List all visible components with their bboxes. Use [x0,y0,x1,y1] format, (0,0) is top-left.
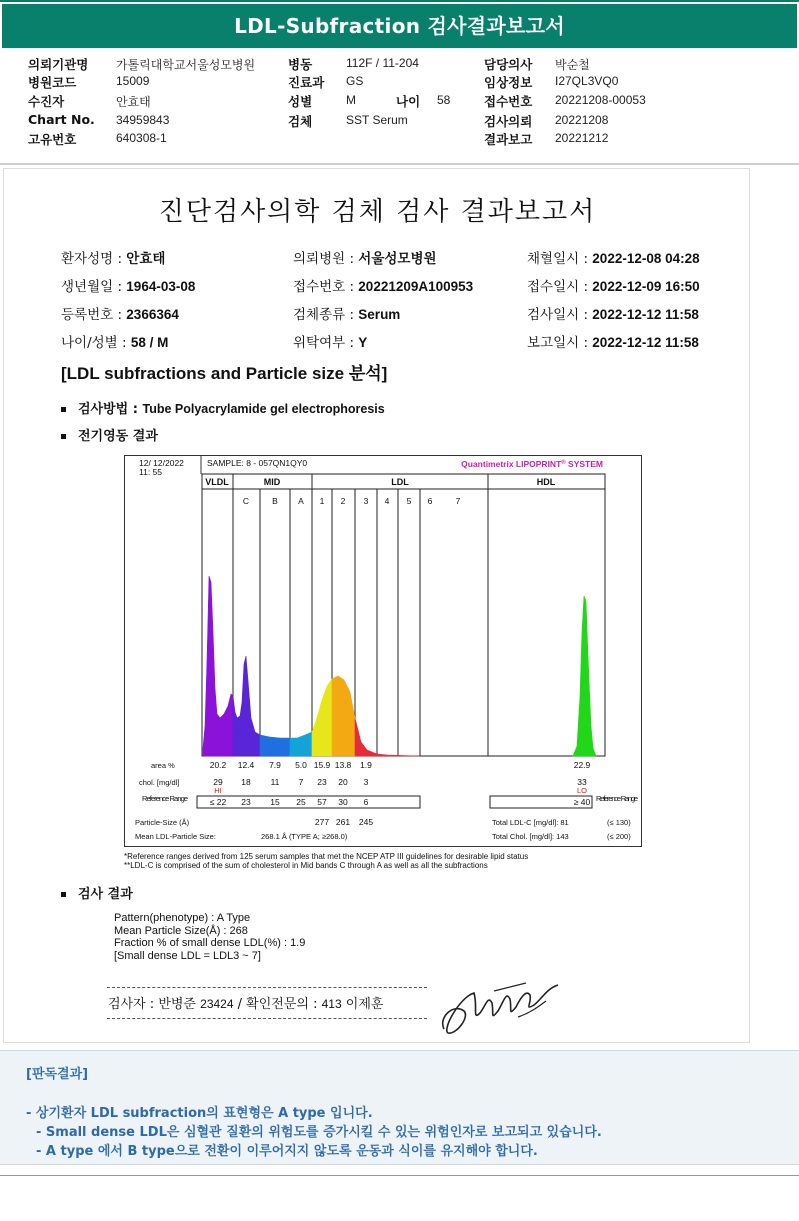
hi-flag: HI [214,786,222,795]
patient-field [293,331,367,351]
total-chol-ref: (≤ 200) [607,832,631,841]
subband-label: 4 [384,496,390,506]
mid-c-peak [233,656,260,756]
result-pattern: Pattern(phenotype) : A Type [114,912,251,924]
chol-value: 18 [241,777,251,787]
ref-value: 23 [241,797,251,807]
info-value: 안효태 [116,95,151,109]
particle-size-value: 261 [335,817,351,827]
area-value: 5.0 [295,760,307,770]
info-value: 20221208-00053 [555,93,646,107]
chart-time: 11: 55 [139,467,163,477]
chol-value: 20 [338,777,348,787]
bullet-icon [61,407,66,412]
chol-value: 29 [213,777,223,787]
info-value: 15009 [116,74,150,88]
patient-field-value: 2366364 [126,307,179,322]
band-name: HDL [536,477,556,487]
opinion-title: [판독결과] [26,1067,89,1082]
patient-field-value: 1964-03-08 [126,279,196,294]
ref-box-ldl [197,796,420,808]
lo-flag: LO [576,786,588,795]
patient-field-value: 58 / M [130,335,169,350]
info-label: 임상정보 [484,75,533,90]
row-label-area: area % [151,761,175,770]
patient-field [293,303,400,323]
chart-date: 12/ 12/2022 [139,458,184,468]
request-info [0,52,799,152]
patient-field [527,331,699,351]
opinion-panel [0,1050,799,1165]
info-label: 검사의뢰 [484,114,533,129]
divider [0,163,799,165]
particle-size-value: 277 [314,817,330,827]
info-label: 검체 [288,114,313,129]
patient-field-label: 접수일시 : [527,279,593,295]
result-definition: [Small dense LDL = LDL3 ~ 7] [114,949,261,962]
brand-reg: ® [561,460,566,466]
band-name: MID [263,477,281,487]
subband-label: 1 [319,496,325,506]
info-value: 가톨릭대학교서울성모병원 [116,58,256,72]
confirm-label: / 확인전문의 : [237,997,318,1012]
info-value: 20221212 [555,131,609,145]
ldl3-peak [355,718,420,756]
report-header-title: LDL-Subfraction 검사결과보고서 [2,4,797,48]
chol-value: 33 [577,777,587,787]
info-label: 결과보고 [484,132,533,147]
vldl-peak [203,576,233,756]
area-value: 15.9 [313,760,331,770]
tester-line [108,993,383,1012]
patient-field-label: 보고일시 : [527,335,593,351]
chol-value: 7 [298,777,304,787]
sample-id: SAMPLE: 8 - 057QN1QY0 [207,458,308,468]
result-label: 검사 결과 [78,887,133,902]
lab-report [3,168,750,1043]
subband-label: 3 [363,496,369,506]
dashed-divider [107,1018,427,1019]
patient-field-value: 2022-12-09 16:50 [592,279,700,294]
info-value: 박순철 [555,58,590,72]
patient-field [527,247,700,267]
top-rule [0,0,799,2]
tester-id: 23424 [200,997,234,1011]
patient-field-label: 채혈일시 : [527,251,593,267]
brand-label [461,459,603,469]
subband-label: 6 [427,496,433,506]
info-label: 고유번호 [28,132,77,147]
reference-notes [124,852,528,870]
result-heading [61,883,133,902]
total-ldl-ref: (≤ 130) [607,818,631,827]
patient-field [61,275,195,295]
patient-field-value: 2022-12-12 11:58 [592,335,699,350]
result-small-dense: Fraction % of small dense LDL(%) : 1.9 [114,937,306,949]
info-label: 수진자 [28,94,65,109]
result-block [114,912,305,962]
ref-value: 25 [296,797,306,807]
ldl1-peak [312,679,332,756]
info-label: Chart No. [28,112,95,127]
info-value: 20221208 [555,113,609,127]
info-value: GS [346,74,364,88]
opinion-line-2: - Small dense LDL은 심혈관 질환의 위험도를 증가시킬 수 있는 위험인자로 보고되고 있습니다. [36,1125,602,1140]
section-title: [LDL subfractions and Particle size 분석] [61,364,388,383]
report-title: 진단검사의학 검체 검사 결과보고서 [158,197,597,227]
area-value: 22.9 [573,760,591,770]
patient-field-label: 접수번호 : [293,279,359,295]
ref-value: 57 [317,797,327,807]
subband-label: 2 [340,496,346,506]
bullet-icon [61,434,66,439]
dashed-divider [107,987,427,988]
method-line [61,398,385,417]
info-value: M [346,93,356,107]
patient-field [61,331,168,351]
hdl-peak [573,596,596,756]
patient-field-value: 20221209A100953 [358,279,474,294]
electro-label: 전기영동 결과 [78,429,158,444]
area-value: 12.4 [237,760,255,770]
lipoprint-chart [124,455,642,847]
plot-frame [202,474,605,756]
hdl-ref-label: Reference Range [596,794,638,803]
row-label-ref: Reference Range [142,794,188,803]
subband-label: 7 [455,496,461,506]
patient-field [61,247,165,267]
patient-field [527,275,700,295]
ref-value: ≤ 22 [209,797,227,807]
patient-field-value: 안효태 [126,251,166,266]
ref-value: 15 [270,797,280,807]
info-label: 병원코드 [28,75,77,90]
subband-label: B [272,496,278,506]
method-value: Tube Polyacrylamide gel electrophoresis [142,402,385,416]
info-label: 접수번호 [484,94,533,109]
subband-label: C [242,496,250,506]
note-2: **LDL-C is comprised of the sum of cholesterol in Mid bands C through A as well as all the subfractions [124,861,488,870]
info-value: SST Serum [346,113,408,127]
patient-field [61,303,179,323]
band-name: LDL [391,477,409,487]
confirm-id: 413 [321,997,342,1011]
info-value: 34959843 [116,113,170,127]
row-label-chol: chol. [mg/dl] [139,778,180,787]
patient-field-label: 검사일시 : [527,307,593,323]
chol-value: 23 [317,777,327,787]
chol-value: 11 [270,777,280,787]
age-value: 58 [437,93,451,107]
bullet-icon [61,892,66,897]
mid-a-peak [290,732,312,756]
patient-field-label: 검체종류 : [293,307,359,323]
info-value: I27QL3VQ0 [555,74,619,88]
particle-size-value: 245 [358,817,374,827]
patient-field-value: Serum [358,307,401,322]
total-ldl: Total LDL-C [mg/dl]: 81 [492,818,569,827]
result-mean-size: Mean Particle Size(Å) : 268 [114,924,248,937]
info-value: 112F / 11-204 [346,56,419,70]
brand-name: Quantimetrix LIPOPRINT [461,459,562,469]
ref-value: ≥ 40 [573,797,591,807]
info-value: 640308-1 [116,131,167,145]
patient-field-label: 생년월일 : [61,279,127,295]
area-value: 20.2 [209,760,227,770]
opinion-line-3: - A type 에서 B type으로 전환이 이루어지지 않도록 운동과 식이를 유지해야 합니다. [36,1144,538,1159]
row-label-mean: Mean LDL-Particle Size: [135,832,216,841]
area-value: 1.9 [360,760,372,770]
patient-field-label: 환자성명 : [61,251,127,267]
mid-b-peak [260,735,290,756]
lipoprint-svg [125,456,643,848]
opinion-line-1: - 상기환자 LDL subfraction의 표현형은 A type 입니다. [26,1106,373,1121]
confirm-name: 이제훈 [345,997,384,1012]
info-label: 성별 [288,94,313,109]
note-1: *Reference ranges derived from 125 serum samples that met the NCEP ATP III guidelines for desirable lipid status [124,852,529,861]
brand-tail: SYSTEM [565,459,603,469]
ref-value: 6 [363,797,369,807]
patient-field-label: 나이/성별 : [61,335,131,351]
tester-name: 검사자 : 반병준 [108,997,196,1012]
info-label: 담당의사 [484,57,533,72]
patient-field [293,247,437,267]
patient-field [293,275,473,295]
info-label: 진료과 [288,75,325,90]
subband-label: 5 [406,496,412,506]
patient-field-label: 등록번호 : [61,307,127,323]
info-label: 병동 [288,57,313,72]
area-value: 7.9 [269,760,281,770]
patient-field-value: Y [358,335,368,350]
info-label: 의뢰기관명 [28,57,89,72]
ref-value: 30 [338,797,348,807]
area-value: 13.8 [334,760,352,770]
electro-heading [61,425,158,444]
bottom-rule [0,1175,799,1176]
chol-value: 3 [363,777,369,787]
patient-field-label: 위탁여부 : [293,335,359,351]
ldl2-peak [332,676,355,756]
method-label: 검사방법 : [78,402,143,417]
band-name: VLDL [205,477,229,487]
age-label: 나이 [396,94,421,109]
patient-field [527,303,699,323]
patient-field-value: 2022-12-12 11:58 [592,307,699,322]
subband-label: A [298,496,304,506]
row-label-size: Particle-Size (Å) [135,818,190,827]
patient-field-value: 서울성모병원 [358,251,437,266]
mean-size-value: 268.1 Å (TYPE A; ≥268.0) [261,832,348,841]
patient-field-value: 2022-12-08 04:28 [592,251,700,266]
total-chol: Total Chol. [mg/dl]: 143 [492,832,569,841]
signature-image [434,977,564,1039]
patient-field-label: 의뢰병원 : [293,251,359,267]
